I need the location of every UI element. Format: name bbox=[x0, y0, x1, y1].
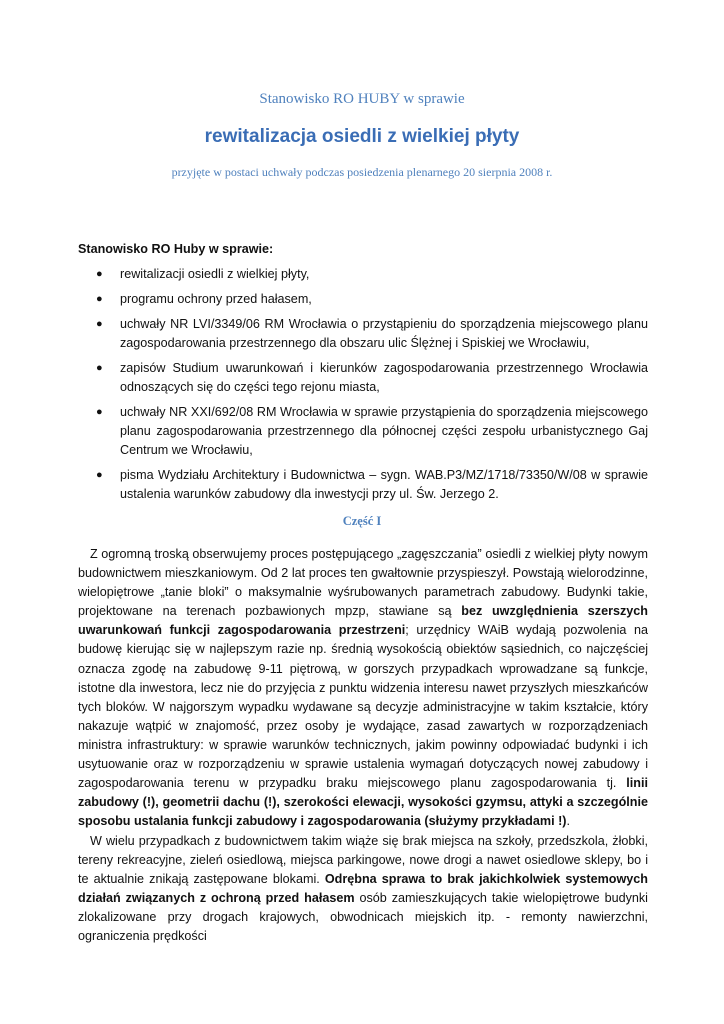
bullet-icon: ● bbox=[96, 293, 103, 305]
section-heading: Część I bbox=[342, 514, 382, 528]
paragraph-bold-text: bez uwzględnienia szerszych uwarunkowań funkcji zagospodarowania przestrzeni bbox=[78, 604, 649, 638]
list-item-text: uchwały NR XXI/692/08 RM Wrocławia w sprawie przystąpienia do sporządzenia miejscowego planu zagospodarowania przestrzennego dla północnej części zespołu urbanistycznego Gaj Centrum we Wrocławiu, bbox=[120, 405, 648, 457]
document-heading-line: Stanowisko RO HUBY w sprawie bbox=[259, 91, 465, 107]
paragraph-text: osób zamieszkujących takie wielopiętrowe budynki zlokalizowane przy drogach krajowych, obwodnicach miejskich itp. - remonty nawierzchni, ograniczenia prędkości bbox=[78, 891, 648, 944]
list-item bbox=[78, 466, 648, 504]
subject-list bbox=[78, 265, 648, 510]
bullet-icon: ● bbox=[96, 268, 103, 280]
paragraph-text: Z ogromną troską obserwujemy proces postępującego „zagęszczania” osiedli z wielkiej płyty nowym budownictwem mieszkaniowym. Od 2 lat proces ten gwałtownie przyspieszył. Powstają wielorodzinne, wielopiętrowe „tanie bloki” o maksymalnie wyśrubowanych parametrach zabudowy. Budynki takie, projektowane na terenach pozbawionych mpzp, stawiane są bbox=[78, 547, 648, 619]
paragraph-text: ; urzędnicy WAiB wydają pozwolenia na budowę kierując się w najlepszym razie np. średnią wysokością obiektów sąsiednich, co najczęściej oznacza zgodę na zabudowę 9-11 piętrową, w gorszych przypadkach wprowadzane są funkcje, istotne dla inwestora, lecz nie do przyjęcia z punktu widzenia interesu nawet przyszłych mieszkańców tych bloków. W najgorszym wypadku wydawane są decyzje administracyjne w takim kształcie, który nakazuje wątpić w znajomość, przez osoby je wydające, zasad zawartych w rozporządzeniach ministra infrastruktury: w sprawie warunków technicznych, jakim powinny odpowiadać budynki i ich usytuowanie oraz w rozporządzeniu w sprawie ustalenia wymagań dotyczących nowej zabudowy i zagospodarowania terenu w przypadku braku miejscowego planu zagospodarowania tj. bbox=[78, 623, 648, 791]
list-item-text: pisma Wydziału Architektury i Budownictwa – sygn. WAB.P3/MZ/1718/73350/W/08 w sprawie ustalenia warunków zabudowy dla inwestycji przy ul. Św. Jerzego 2. bbox=[120, 468, 648, 501]
document-title: rewitalizacja osiedli z wielkiej płyty bbox=[204, 126, 520, 147]
list-item bbox=[78, 359, 648, 397]
bullet-icon: ● bbox=[96, 362, 103, 374]
list-item-text: uchwały NR LVI/3349/06 RM Wrocławia o przystąpieniu do sporządzenia miejscowego planu zagospodarowania przestrzennego dla obszaru ulic Ślężnej i Spiskiej we Wrocławiu, bbox=[120, 317, 648, 350]
paragraph-bold-text: Odrębna sprawa to brak jakichkolwiek systemowych działań związanych z ochroną przed hałasem bbox=[78, 872, 648, 906]
paragraph-1 bbox=[78, 545, 648, 831]
document-subtitle: przyjęte w postaci uchwały podczas posiedzenia plenarnego 20 sierpnia 2008 r. bbox=[171, 165, 553, 179]
bullet-icon: ● bbox=[96, 318, 103, 330]
paragraph-text: . bbox=[566, 814, 570, 829]
list-item bbox=[78, 265, 648, 284]
bullet-icon: ● bbox=[96, 406, 103, 418]
list-item-text: rewitalizacji osiedli z wielkiej płyty, bbox=[120, 267, 310, 281]
list-item bbox=[78, 315, 648, 353]
list-item bbox=[78, 403, 648, 460]
paragraph-text: W wielu przypadkach z budownictwem takim wiąże się brak miejsca na szkoły, przedszkola, żłobki, tereny rekreacyjne, zieleń osiedlową, miejsca parkingowe, nowe drogi a nawet osiedlowe sklepy, bo i te aktualnie znikają zastępowane blokami. bbox=[78, 834, 648, 887]
list-item-text: zapisów Studium uwarunkowań i kierunków zagospodarowania przestrzennego Wrocławia odnoszących się do części tego rejonu miasta, bbox=[120, 361, 648, 394]
list-item bbox=[78, 290, 648, 309]
paragraph-bold-text: linii zabudowy (!), geometrii dachu (!), szerokości elewacji, wysokości gzymsu, attyki a szczególnie sposobu ustalania funkcji zabudowy i zagospodarowania (służymy przykładami !) bbox=[78, 776, 648, 829]
bullet-icon: ● bbox=[96, 469, 103, 481]
intro-heading: Stanowisko RO Huby w sprawie: bbox=[78, 242, 274, 256]
paragraph-2 bbox=[78, 832, 648, 947]
list-item-text: programu ochrony przed hałasem, bbox=[120, 292, 312, 306]
